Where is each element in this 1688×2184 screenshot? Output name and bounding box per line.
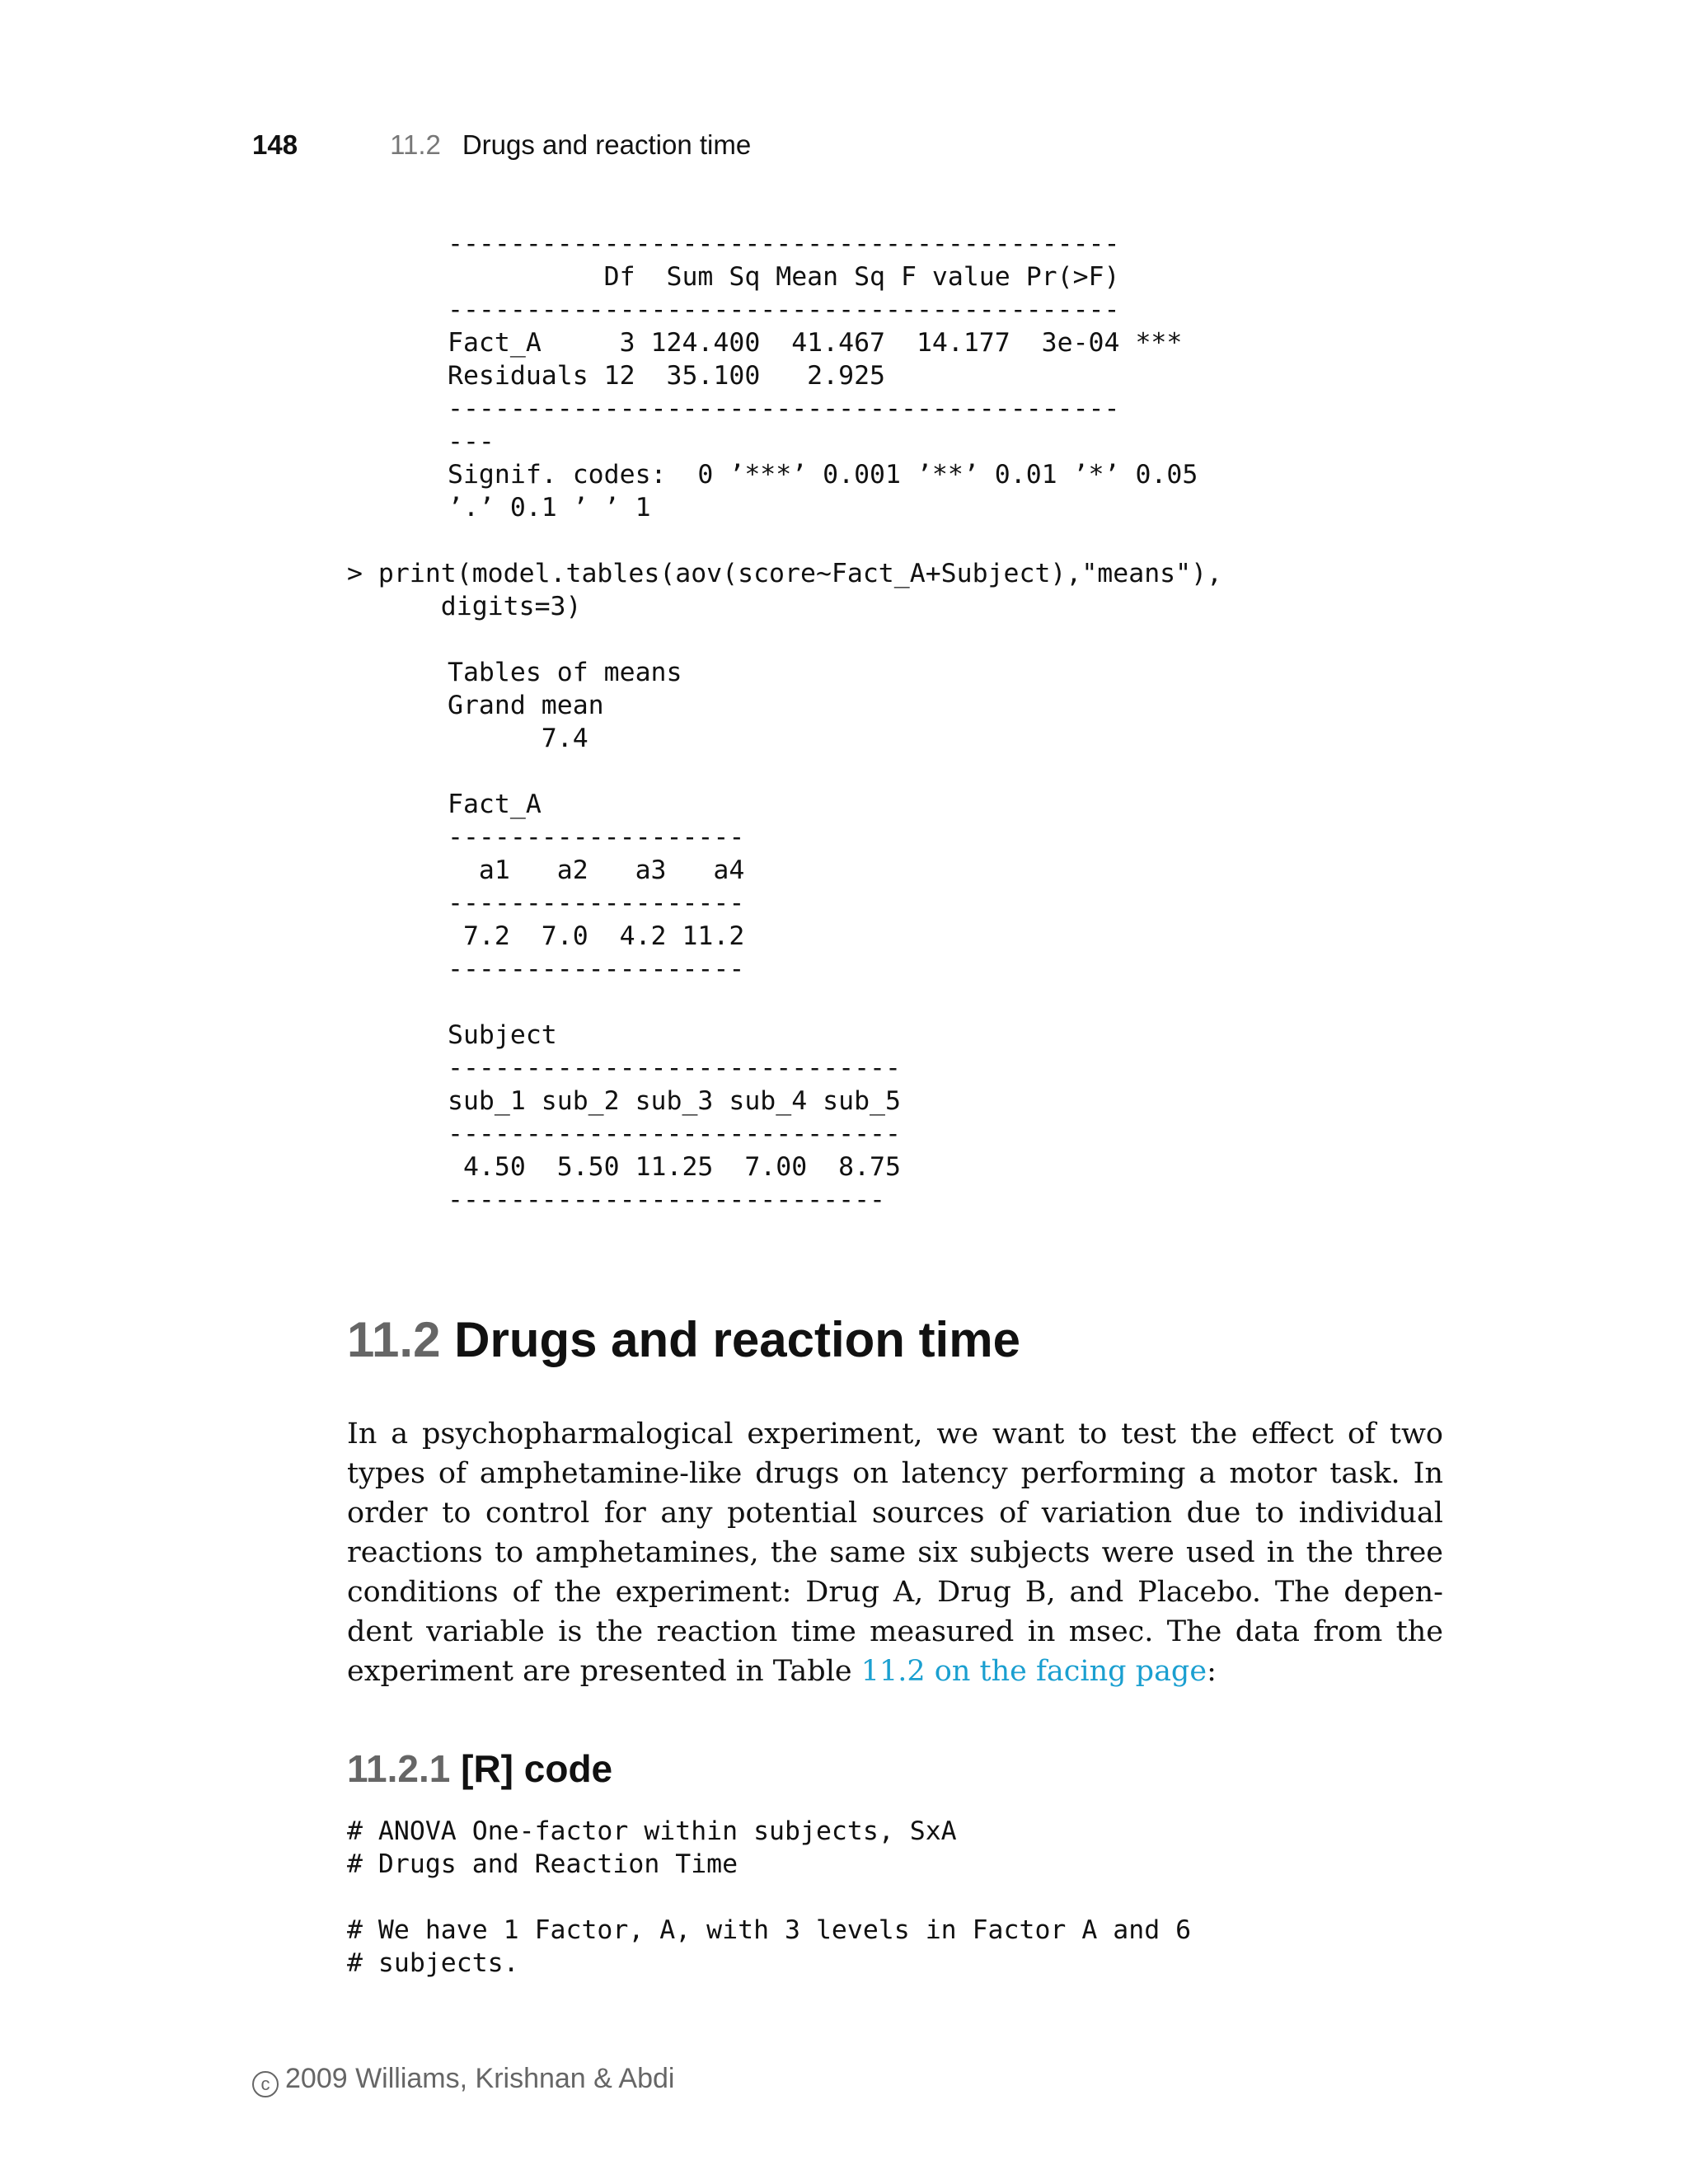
code-line: # We have 1 Factor, A, with 3 levels in Factor A and 6	[347, 1915, 1192, 1945]
code-line: > print(model.tables(aov(score~Fact_A+Subject),"means"),	[347, 559, 1223, 588]
paragraph-line: order to control for any potential sources of variation due to individual	[347, 1497, 1443, 1530]
code-line: a1 a2 a3 a4	[448, 855, 745, 885]
code-line: ---	[448, 427, 495, 457]
paragraph-text: :	[1207, 1655, 1217, 1688]
print-command-block	[347, 557, 1222, 623]
code-line: Subject	[448, 1020, 557, 1050]
code-line: 4.50 5.50 11.25 7.00 8.75	[448, 1152, 901, 1182]
code-line: -----------------------------	[448, 1119, 901, 1149]
subsection-heading	[347, 1746, 612, 1792]
code-line: # Drugs and Reaction Time	[347, 1849, 738, 1879]
r-code-block	[347, 1815, 1191, 1980]
code-line: Residuals 12 35.100 2.925	[448, 361, 886, 391]
code-line: ----------------------------	[448, 1185, 886, 1215]
section-title: Drugs and reaction time	[454, 1312, 1020, 1367]
code-line: -------------------	[448, 888, 745, 918]
code-line	[347, 1881, 1191, 1914]
code-line	[448, 986, 901, 1019]
footer-text: 2009 Williams, Krishnan & Abdi	[285, 2063, 675, 2094]
code-line: digits=3)	[347, 592, 582, 621]
anova-output-block	[448, 227, 1198, 524]
code-line: Signif. codes: 0 ’***’ 0.001 ’**’ 0.01 ’*’ 0.05	[448, 460, 1198, 490]
section-number: 11.2	[347, 1312, 441, 1367]
code-line: sub_1 sub_2 sub_3 sub_4 sub_5	[448, 1086, 901, 1116]
paragraph-text: experiment are presented in Table	[347, 1655, 861, 1688]
running-header-section-number: 11.2	[390, 129, 441, 160]
table-reference-link[interactable]: 11.2 on the facing page	[860, 1655, 1207, 1688]
code-line: # ANOVA One-factor within subjects, SxA	[347, 1816, 957, 1846]
paragraph-line: In a psychopharmalogical experiment, we want to test the effect of two	[347, 1418, 1443, 1451]
code-line	[448, 755, 901, 788]
footer	[252, 2062, 674, 2097]
paragraph-line: conditions of the experiment: Drug A, Drug B, and Placebo. The depen-	[347, 1576, 1443, 1609]
body-paragraph	[347, 1414, 1443, 1691]
paragraph-line	[347, 1652, 1443, 1691]
copyright-icon: c	[252, 2071, 279, 2097]
code-line: -----------------------------	[448, 1053, 901, 1083]
code-line: -------------------	[448, 954, 745, 984]
code-line: Fact_A	[448, 790, 542, 819]
code-line: Df Sum Sq Mean Sq F value Pr(>F)	[448, 262, 1120, 292]
code-line: Grand mean	[448, 691, 604, 720]
code-line: 7.4	[448, 724, 588, 753]
code-line: Tables of means	[448, 658, 682, 687]
code-line: Fact_A 3 124.400 41.467 14.177 3e-04 ***	[448, 328, 1183, 358]
paragraph-line: reactions to amphetamines, the same six subjects were used in the three	[347, 1536, 1443, 1569]
subsection-title: [R] code	[461, 1747, 613, 1790]
section-heading	[347, 1310, 1020, 1370]
paragraph-line: dent variable is the reaction time measured in msec. The data from the	[347, 1615, 1443, 1648]
running-header	[252, 129, 751, 162]
code-line: -------------------------------------------	[448, 295, 1120, 325]
code-line: -------------------	[448, 823, 745, 852]
code-line: -------------------------------------------	[448, 394, 1120, 424]
means-output-block	[448, 656, 901, 1216]
code-line: 7.2 7.0 4.2 11.2	[448, 921, 745, 951]
paragraph-line: types of amphetamine-like drugs on latency performing a motor task. In	[347, 1457, 1443, 1490]
code-line: ’.’ 0.1 ’ ’ 1	[448, 493, 651, 523]
running-header-title: Drugs and reaction time	[462, 129, 752, 160]
code-line: # subjects.	[347, 1948, 519, 1978]
code-line: -------------------------------------------	[448, 229, 1120, 259]
subsection-number: 11.2.1	[347, 1747, 451, 1790]
page-number: 148	[252, 129, 298, 160]
